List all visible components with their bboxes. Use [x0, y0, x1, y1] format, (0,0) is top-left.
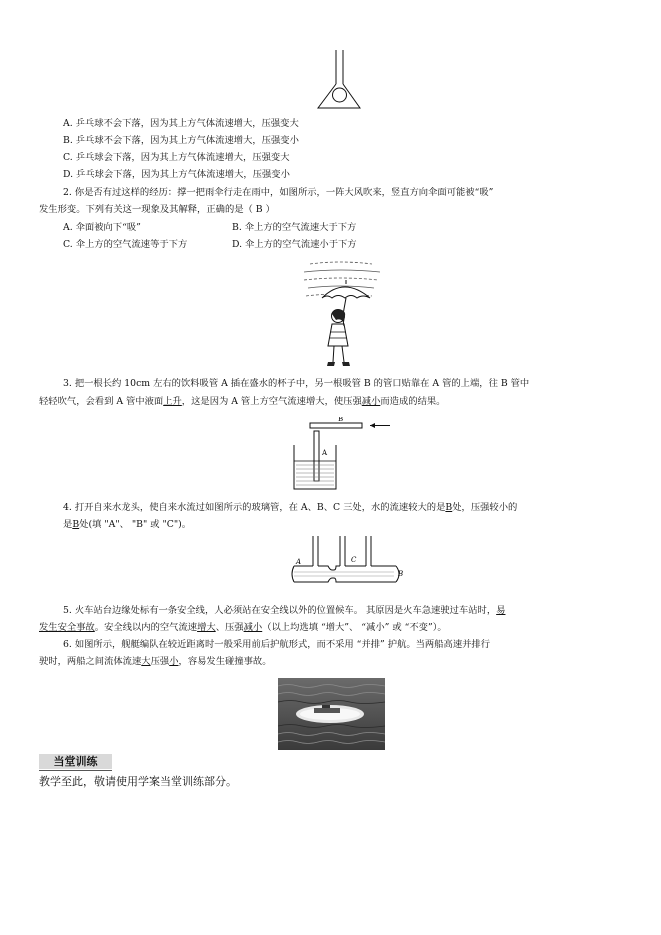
q4-text-b: 处，压强较小的	[452, 502, 518, 513]
q5-answer-2: 增大	[197, 622, 216, 633]
ship-photo	[278, 678, 385, 750]
q5-text-line1	[63, 604, 505, 617]
straw-cup-figure	[290, 417, 400, 491]
q5-text-c: 、压强	[215, 622, 244, 633]
q5-answer-1b: 发生安全事故	[39, 622, 95, 633]
q4-answer-1: B	[445, 502, 453, 513]
q2-text-line2: 发生形变。下列有关这一现象及其解释，正确的是（ B ）	[39, 204, 275, 215]
q2-option-a: A. 伞面被向下“吸”	[63, 222, 141, 233]
umbrella-girl-figure	[300, 258, 382, 370]
q3-text-c: 而造成的结果。	[380, 396, 446, 407]
q5-text-b: 。安全线以内的空气流速	[94, 622, 198, 633]
q3-text-line1: 3. 把一根长约 10cm 左右的饮料吸管 A 插在盛水的杯子中，另一根吸管 B 的管口贴靠在 A 管的上端，往 B 管中	[63, 378, 530, 389]
q5-text-d: （以上均选填 “增大”、 “减小” 或 “不变”）。	[262, 622, 447, 633]
q4-answer-2: B	[72, 519, 80, 530]
section-title: 当堂训练	[39, 754, 112, 769]
q2-text-line1: 2. 你是否有过这样的经历：撑一把雨伞行走在雨中，如图所示，一阵大风吹来，竖直方向伞面可能被“吸”	[63, 187, 494, 198]
q6-text-line2	[39, 655, 272, 668]
label-c: C	[351, 556, 357, 564]
q5-answer-1a: 易	[496, 605, 506, 616]
q1-option-d: D. 乒乓球会下落，因为其上方气体流速增大，压强变小	[63, 169, 290, 180]
q3-text-line2	[39, 395, 445, 408]
q3-text-a: 轻轻吹气，会看到 A 管中液面	[39, 396, 164, 407]
q5-answer-3: 减小	[243, 622, 263, 633]
q6-text-a: 驶时，两船之间流体流速	[39, 656, 142, 667]
q4-text-line2	[63, 518, 191, 531]
funnel-ball-figure	[314, 50, 364, 112]
q3-text-b: ，这是因为 A 管上方空气流速增大，使压强	[181, 396, 362, 407]
q1-option-b: B. 乒乓球不会下落，因为其上方气体流速增大，压强变小	[63, 135, 299, 146]
label-a: A	[322, 449, 328, 457]
q4-text-a: 4. 打开自来水龙头，使自来水流过如图所示的玻璃管，在 A、B、C 三处，水的流速较大的是	[63, 502, 446, 513]
label-b: B	[398, 570, 404, 578]
q5-text-line2	[39, 621, 447, 634]
q6-text-line1: 6. 如图所示，舰艇编队在较近距离时一般采用前后护航形式，而不采用 “并排” 护航。当两船高速并排行	[63, 639, 491, 650]
glass-pipe-figure	[288, 534, 408, 592]
q2-option-d: D. 伞上方的空气流速小于下方	[232, 239, 357, 250]
q4-text-line1	[63, 501, 517, 514]
label-a: A	[296, 558, 302, 566]
q4-text-c: 是	[63, 519, 73, 530]
q6-answer-1: 大	[141, 656, 151, 667]
q3-answer-2: 减小	[361, 396, 381, 407]
q6-text-b: 压强	[150, 656, 170, 667]
q6-answer-2: 小	[169, 656, 179, 667]
q4-text-d: 处(填 "A"、 "B" 或 "C")。	[79, 519, 192, 530]
q2-option-b: B. 伞上方的空气流速大于下方	[232, 222, 357, 233]
q5-text-a: 5. 火车站台边缘处标有一条安全线，人必须站在安全线以外的位置候车。 其原因是火车急速驶过车站时，	[63, 605, 497, 616]
q2-option-c: C. 伞上方的空气流速等于下方	[63, 239, 188, 250]
label-b: B	[338, 417, 344, 423]
q3-answer-1: 上升	[163, 396, 182, 407]
q1-option-c: C. 乒乓球会下落，因为其上方气体流速增大，压强变大	[63, 152, 290, 163]
q1-option-a: A. 乒乓球不会下落，因为其上方气体流速增大，压强变大	[63, 118, 299, 129]
closing-text: 教学至此，敬请使用学案当堂训练部分。	[39, 775, 237, 788]
q6-text-c: ，容易发生碰撞事故。	[178, 656, 272, 667]
